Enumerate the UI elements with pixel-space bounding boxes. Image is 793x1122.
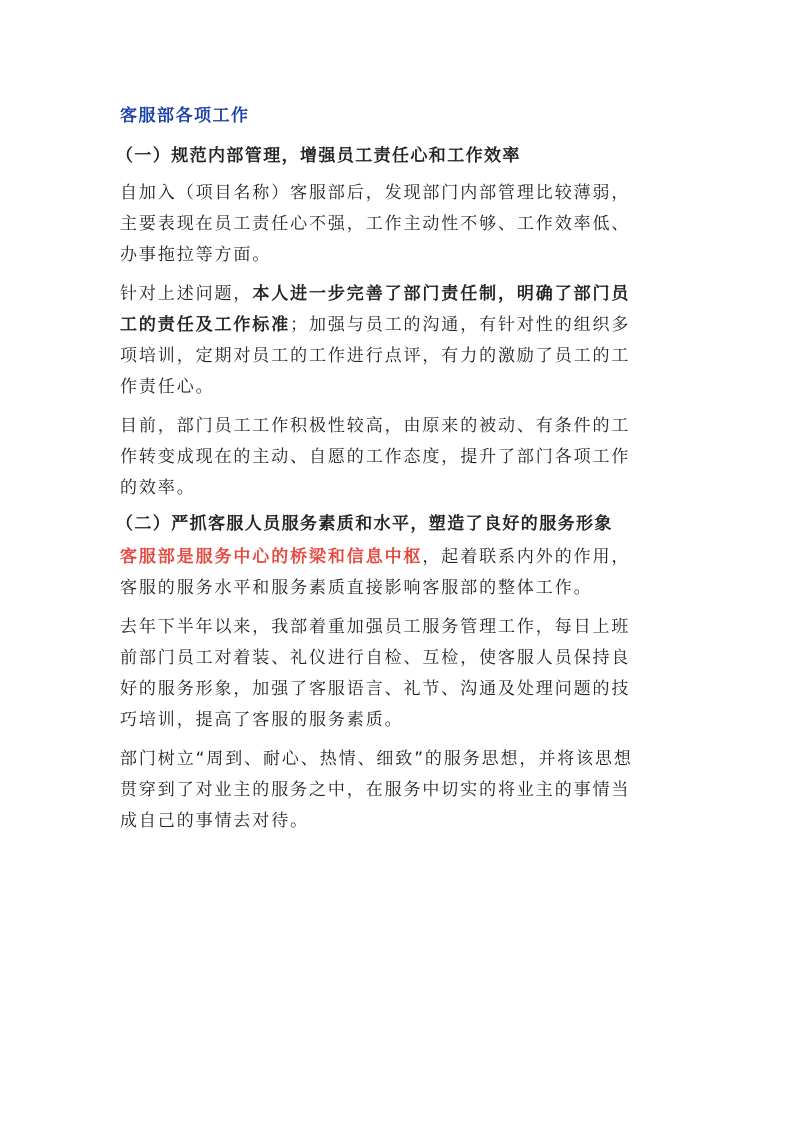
paragraph-line: 客服的服务水平和服务素质直接影响客服部的整体工作。	[120, 578, 593, 598]
section-2-paragraph-2	[120, 612, 680, 736]
document-title: 客服部各项工作	[120, 106, 250, 126]
paragraph-line: 前部门员工对着装、礼仪进行自检、互检，使客服人员保持良	[120, 648, 631, 668]
paragraph-line	[120, 310, 680, 341]
paragraph-line: 好的服务形象，加强了客服语言、礼节、沟通及处理问题的技	[120, 679, 631, 699]
section-1-paragraph-1	[120, 178, 680, 271]
document-content	[116, 98, 680, 845]
bold-text: 本人进一步完善了部门责任制，明确了部门员	[252, 284, 631, 304]
section-2-paragraph-3	[120, 744, 680, 837]
paragraph-line: 部门树立“周到、耐心、热情、细致”的服务思想，并将该思想	[120, 749, 633, 769]
paragraph-line: 办事拖拉等方面。	[120, 245, 272, 265]
bold-text: 工的责任及工作标准	[120, 315, 291, 335]
paragraph-line: 作责任心。	[120, 377, 215, 397]
normal-text: ，起着联系内外的作用，	[422, 547, 631, 567]
section-1-heading: （一）规范内部管理，增强员工责任心和工作效率	[116, 146, 521, 166]
section-2-heading: （二）严抓客服人员服务素质和水平，塑造了良好的服务形象	[116, 514, 613, 534]
paragraph-line	[120, 542, 680, 573]
paragraph-line: 成自己的事情去对待。	[120, 811, 309, 831]
paragraph-line: 自加入（项目名称）客服部后，发现部门内部管理比较薄弱，	[120, 183, 631, 203]
paragraph-line: 目前，部门员工工作积极性较高，由原来的被动、有条件的工	[120, 416, 631, 436]
highlight-text: 客服部是服务中心的桥梁和信息中枢	[120, 547, 423, 567]
paragraph-line: 巧培训，提高了客服的服务素质。	[120, 710, 404, 730]
paragraph-line: 项培训，定期对员工的工作进行点评，有力的激励了员工的工	[120, 346, 631, 366]
section-1-paragraph-2	[120, 279, 680, 403]
section-2-paragraph-1	[120, 542, 680, 604]
paragraph-line: 作转变成现在的主动、自愿的工作态度，提升了部门各项工作	[120, 447, 631, 467]
paragraph-line	[120, 279, 680, 310]
paragraph-line: 贯穿到了对业主的服务之中，在服务中切实的将业主的事情当	[120, 780, 631, 800]
normal-text: ；加强与员工的沟通，有针对性的组织多	[290, 315, 631, 335]
section-1-paragraph-3	[120, 411, 680, 504]
normal-text: 针对上述问题，	[120, 284, 253, 304]
paragraph-line: 去年下半年以来，我部着重加强员工服务管理工作，每日上班	[120, 617, 631, 637]
paragraph-line: 的效率。	[120, 478, 196, 498]
paragraph-line: 主要表现在员工责任心不强，工作主动性不够、工作效率低、	[120, 214, 631, 234]
